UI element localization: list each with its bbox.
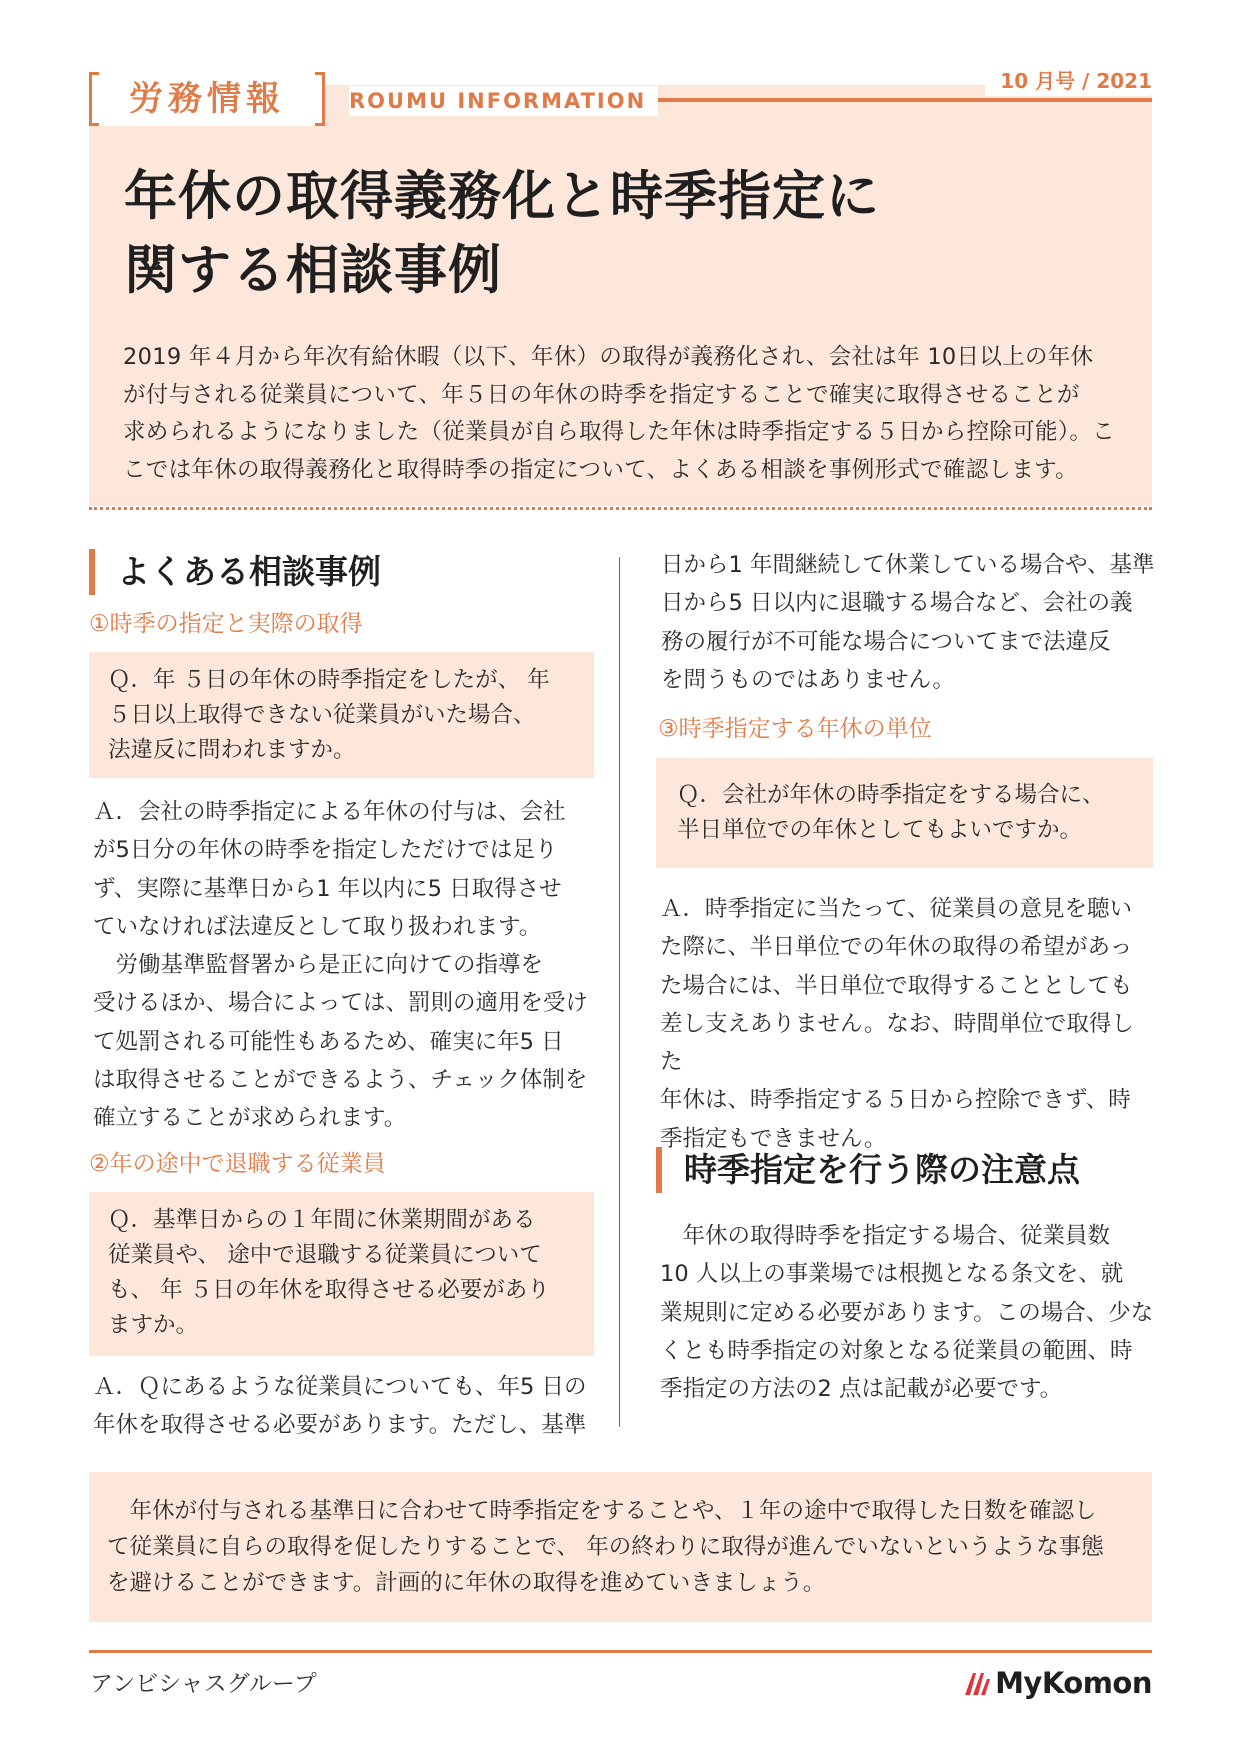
intro-paragraph [123,339,1123,489]
answer-line: Ａ．会社の時季指定による年休の付与は、会社 [93,799,566,825]
question-line: も、 年 ５日の年休を取得させる必要があり [108,1277,550,1303]
notes-line: 業規則に定める必要があります。この場合、少な [660,1299,1154,1326]
question-line: Ｑ．会社が年休の時季指定をする場合に、 [677,782,1105,808]
summary-line: 年休が付与される基準日に合わせて時季指定をすることや、１年の途中で取得した日数を確認し [107,1498,1097,1524]
intro-line: こでは年休の取得義務化と取得時季の指定について、よくある相談を事例形式で確認します。 [123,456,1078,483]
answer-line: 年休は、時季指定する５日から控除できず、時 [660,1087,1131,1114]
category-label: 労務情報 [129,79,285,119]
answer-line: て処罰される可能性もあるため、確実に年5 日 [93,1028,564,1055]
footer-company-name: アンビシャスグループ [90,1671,317,1697]
answer-line: Ａ．時季指定に当たって、従業員の意見を聴い [660,896,1133,922]
dotted-divider [89,507,1152,510]
section-heading-common-cases: よくある相談事例 [89,549,597,595]
answer-line: 日から1 年間継続して休業している場合や、基準 [661,552,1155,578]
summary-line: を避けることができます。計画的に年休の取得を進めていきましょう。 [107,1570,826,1596]
answer-line: 労働基準監督署から是正に向けての指導を [93,952,544,979]
answer-line: 日から5 日以内に退職する場合など、会社の義 [661,590,1133,617]
summary-paragraph [107,1493,1137,1601]
page-title-line: 関する相談事例 [124,240,502,301]
brand-name: MyKomon [995,1666,1152,1700]
answer-line: 確立することが求められます。 [93,1105,407,1132]
answer-line: 受けるほか、場合によっては、罰則の適用を受け [93,990,589,1017]
question-line: 半日単位での年休としてもよいですか。 [677,817,1083,843]
case3-question [677,778,1147,848]
case1-answer [93,793,603,1138]
notes-line: 季指定の方法の2 点は記載が必要です。 [660,1376,1063,1403]
issue-label: 10 月号 / 2021 [1000,69,1152,93]
category-label-english: ROUMU INFORMATION [349,86,658,116]
mykomon-logo-icon [963,1669,993,1697]
answer-line: は取得させることができるよう、チェック体制を [93,1067,588,1094]
answer-line: ず、実際に基準日から1 年以内に5 日取得させ [93,875,562,902]
case1-heading: ①時季の指定と実際の取得 [89,611,363,637]
notes-line: 10 人以上の事業場では根拠となる条文を、就 [660,1261,1124,1288]
answer-line: 季指定もできません。 [660,1125,887,1152]
summary-line: て従業員に自らの取得を促したりすることで、 年の終わりに取得が進んでいないというような事態 [107,1534,1104,1560]
case3-heading: ③時季指定する年休の単位 [658,716,932,742]
page-title-line: 年休の取得義務化と時季指定に [124,166,880,227]
case2-answer-continued [661,546,1156,699]
section-heading-notes: 時季指定を行う際の注意点 [656,1147,1174,1193]
answer-line: 差し支えありません。なお、時間単位で取得した [660,1010,1134,1076]
case2-heading: ②年の途中で退職する従業員 [89,1151,386,1177]
question-line: Ｑ．年 ５日の年休の時季指定をしたが、 年 [108,667,550,693]
answer-line: ていなければ法違反として取り扱われます。 [93,913,542,940]
column-divider [619,557,620,1427]
page-title [124,160,1134,308]
intro-line: が付与される従業員について、年５日の年休の時季を指定することで確実に取得させることが [123,381,1080,408]
answer-line: 年休を取得させる必要があります。ただし、基準 [93,1412,587,1439]
notes-line: 年休の取得時季を指定する場合、従業員数 [660,1223,1111,1249]
case2-question [108,1203,588,1343]
case3-answer [660,890,1155,1158]
question-line: Ｑ．基準日からの１年間に休業期間がある [108,1207,536,1233]
intro-line: 2019 年４月から年次有給休暇（以下、年休）の取得が義務化され、会社は年 10日以上の年休 [123,344,1094,370]
notes-line: くとも時季指定の対象となる従業員の範囲、時 [660,1337,1133,1364]
answer-line: た際に、半日単位での年休の取得の希望があっ [660,934,1133,961]
header-rule [650,98,1152,102]
question-line: 法違反に問われますか。 [108,737,356,763]
footer-rule [89,1650,1152,1653]
case1-question [108,663,588,768]
question-line: ５日以上取得できない従業員がいた場合、 [108,702,536,728]
answer-line: 務の履行が不可能な場合についてまで法違反 [661,628,1111,655]
answer-line: を問うものではありません。 [661,666,955,693]
footer-brand-logo [965,1664,1152,1702]
case2-answer [93,1368,603,1445]
answer-line: が5日分の年休の時季を指定しただけでは足り [93,837,558,864]
answer-line: Ａ．Ｑにあるような従業員についても、年5 日の [93,1374,587,1400]
question-line: 従業員や、 途中で退職する従業員について [108,1242,542,1268]
intro-line: 求められるようになりました（従業員が自ら取得した年休は時季指定する５日から控除可能）。こ [123,419,1115,445]
answer-line: た場合には、半日単位で取得することとしても [660,972,1133,999]
notes-paragraph [660,1217,1155,1408]
question-line: ますか。 [108,1312,199,1338]
